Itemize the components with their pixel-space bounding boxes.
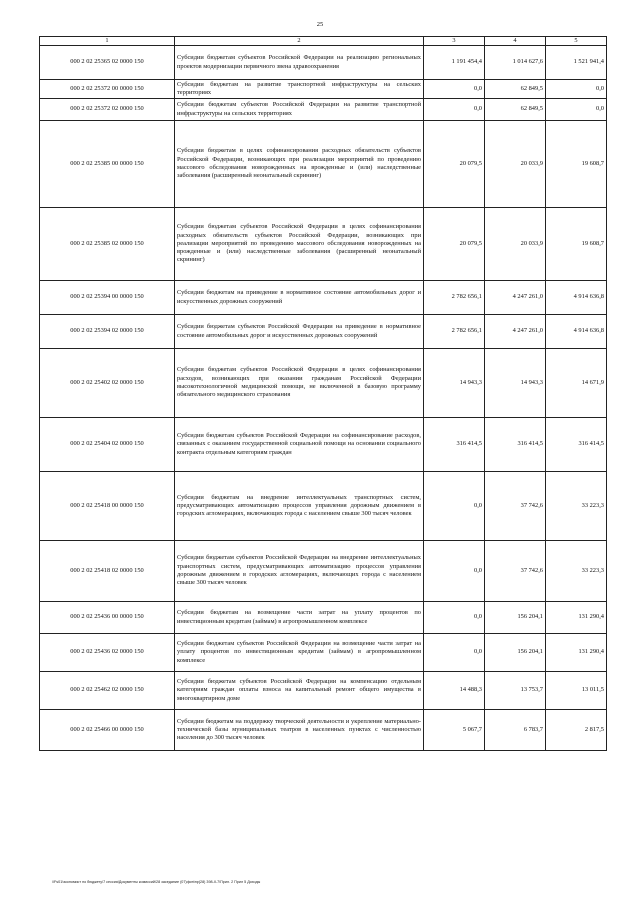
amount-col4-cell: 62 849,5 xyxy=(485,99,546,121)
revenue-name-cell: Субсидии бюджетам на возмещение части затрат на уплату процентов по инвестиционным кредитам (займам) в агропромышленном комплексе xyxy=(175,602,424,634)
budget-code-cell: 000 2 02 25394 02 0000 150 xyxy=(40,315,175,349)
revenue-name-cell: Субсидии бюджетам субъектов Российской Федерации на компенсацию отдельным категориям граждан оплаты взноса на капитальный ремонт общего имущества в многоквартирном доме xyxy=(175,672,424,710)
table-row xyxy=(40,710,607,751)
amount-col3-cell: 0,0 xyxy=(424,634,485,672)
table-row xyxy=(40,99,607,121)
revenue-name-cell: Субсидии бюджетам субъектов Российской Федерации в целях софинансирования расходов, возникающих при оказании гражданам Российской Федерации высокотехнологичной медицинской помощи, не включенной в базовую программу обязательного медицинского страхования xyxy=(175,349,424,418)
table-row xyxy=(40,80,607,99)
column-header: 2 xyxy=(175,37,424,46)
column-header: 1 xyxy=(40,37,175,46)
amount-col5-cell: 0,0 xyxy=(546,99,607,121)
amount-col3-cell: 2 782 656,1 xyxy=(424,315,485,349)
amount-col3-cell: 2 782 656,1 xyxy=(424,281,485,315)
amount-col3-cell: 0,0 xyxy=(424,541,485,602)
budget-revenue-table xyxy=(39,36,607,751)
amount-col3-cell: 1 191 454,4 xyxy=(424,46,485,80)
amount-col3-cell: 316 414,5 xyxy=(424,418,485,472)
revenue-name-cell: Субсидии бюджетам в целях софинансирования расходных обязательств субъектов Российской Федерации, возникающих при реализации мероприятий по проведению массового обследования новорожденных на врожденные и (или) наследственные заболевания (расширенный неонатальный скрининг) xyxy=(175,121,424,208)
table-row xyxy=(40,672,607,710)
amount-col3-cell: 0,0 xyxy=(424,472,485,541)
amount-col5-cell: 4 914 636,8 xyxy=(546,315,607,349)
budget-code-cell: 000 2 02 25418 00 0000 150 xyxy=(40,472,175,541)
amount-col3-cell: 0,0 xyxy=(424,602,485,634)
revenue-name-cell: Субсидии бюджетам субъектов Российской Федерации на софинансирование расходов, связанных с оказанием государственной социальной помощи на основании социального контракта отдельным категориям граждан xyxy=(175,418,424,472)
amount-col5-cell: 14 671,9 xyxy=(546,349,607,418)
column-header: 5 xyxy=(546,37,607,46)
budget-code-cell: 000 2 02 25466 00 0000 150 xyxy=(40,710,175,751)
budget-code-cell: 000 2 02 25418 02 0000 150 xyxy=(40,541,175,602)
table-row xyxy=(40,541,607,602)
amount-col3-cell: 14 943,3 xyxy=(424,349,485,418)
amount-col4-cell: 6 783,7 xyxy=(485,710,546,751)
amount-col4-cell: 156 204,1 xyxy=(485,602,546,634)
column-header: 4 xyxy=(485,37,546,46)
table-row xyxy=(40,634,607,672)
amount-col3-cell: 20 079,5 xyxy=(424,121,485,208)
amount-col5-cell: 316 414,5 xyxy=(546,418,607,472)
table-row xyxy=(40,121,607,208)
column-header: 3 xyxy=(424,37,485,46)
table-row xyxy=(40,46,607,80)
amount-col3-cell: 5 067,7 xyxy=(424,710,485,751)
amount-col5-cell: 2 817,5 xyxy=(546,710,607,751)
budget-code-cell: 000 2 02 25385 02 0000 150 xyxy=(40,208,175,281)
amount-col3-cell: 0,0 xyxy=(424,80,485,99)
file-path-footer: \\Fs01\экономист по бюджету\7 сессия\Документы комиссий\28 заседание (07)фин\пр(28) 398-II-7\Прил. 2 Прил 5 Доходы xyxy=(52,880,261,884)
amount-col5-cell: 13 011,5 xyxy=(546,672,607,710)
revenue-name-cell: Субсидии бюджетам на внедрение интеллектуальных транспортных систем, предусматривающих автоматизацию процессов управления дорожным движением в городских агломерациях, включающих города с населением свыше 300 тысяч человек xyxy=(175,472,424,541)
table-row xyxy=(40,418,607,472)
budget-code-cell: 000 2 02 25372 02 0000 150 xyxy=(40,99,175,121)
amount-col5-cell: 19 608,7 xyxy=(546,121,607,208)
amount-col4-cell: 37 742,6 xyxy=(485,472,546,541)
table-row xyxy=(40,208,607,281)
budget-code-cell: 000 2 02 25402 02 0000 150 xyxy=(40,349,175,418)
amount-col5-cell: 4 914 636,8 xyxy=(546,281,607,315)
table-row xyxy=(40,602,607,634)
amount-col5-cell: 131 290,4 xyxy=(546,602,607,634)
revenue-name-cell: Субсидии бюджетам субъектов Российской Федерации на реализацию региональных проектов модернизации первичного звена здравоохранения xyxy=(175,46,424,80)
amount-col4-cell: 4 247 261,0 xyxy=(485,281,546,315)
amount-col5-cell: 131 290,4 xyxy=(546,634,607,672)
amount-col4-cell: 1 014 627,6 xyxy=(485,46,546,80)
revenue-name-cell: Субсидии бюджетам на поддержку творческой деятельности и укрепление материально-технической базы муниципальных театров в населенных пунктах с численностью населения до 300 тысяч человек xyxy=(175,710,424,751)
amount-col4-cell: 4 247 261,0 xyxy=(485,315,546,349)
amount-col5-cell: 19 608,7 xyxy=(546,208,607,281)
budget-code-cell: 000 2 02 25404 02 0000 150 xyxy=(40,418,175,472)
budget-code-cell: 000 2 02 25372 00 0000 150 xyxy=(40,80,175,99)
revenue-name-cell: Субсидии бюджетам субъектов Российской Федерации на развитие транспортной инфраструктуры на сельских территориях xyxy=(175,99,424,121)
amount-col4-cell: 37 742,6 xyxy=(485,541,546,602)
revenue-name-cell: Субсидии бюджетам субъектов Российской Федерации на возмещение части затрат на уплату процентов по инвестиционным кредитам (займам) в агропромышленном комплексе xyxy=(175,634,424,672)
amount-col3-cell: 20 079,5 xyxy=(424,208,485,281)
revenue-name-cell: Субсидии бюджетам субъектов Российской Федерации на внедрение интеллектуальных транспортных систем, предусматривающих автоматизацию процессов управления дорожным движением в городских агломерациях, включающих города с населением свыше 300 тысяч человек xyxy=(175,541,424,602)
amount-col4-cell: 20 033,9 xyxy=(485,121,546,208)
revenue-name-cell: Субсидии бюджетам субъектов Российской Федерации на приведение в нормативное состояние автомобильных дорог и искусственных дорожных сооружений xyxy=(175,315,424,349)
table-row xyxy=(40,281,607,315)
amount-col4-cell: 62 849,5 xyxy=(485,80,546,99)
amount-col5-cell: 33 223,3 xyxy=(546,541,607,602)
budget-code-cell: 000 2 02 25462 02 0000 150 xyxy=(40,672,175,710)
revenue-name-cell: Субсидии бюджетам субъектов Российской Федерации в целях софинансирования расходных обязательств субъектов Российской Федерации, возникающих при реализации мероприятий по проведению массового обследования новорожденных на врожденные и (или) наследственные заболевания (расширенный неонатальный скрининг) xyxy=(175,208,424,281)
table-row xyxy=(40,349,607,418)
amount-col3-cell: 0,0 xyxy=(424,99,485,121)
budget-code-cell: 000 2 02 25385 00 0000 150 xyxy=(40,121,175,208)
table-row xyxy=(40,472,607,541)
revenue-name-cell: Субсидии бюджетам на развитие транспортной инфраструктуры на сельских территориях xyxy=(175,80,424,99)
budget-code-cell: 000 2 02 25436 00 0000 150 xyxy=(40,602,175,634)
amount-col5-cell: 0,0 xyxy=(546,80,607,99)
amount-col4-cell: 13 753,7 xyxy=(485,672,546,710)
amount-col4-cell: 316 414,5 xyxy=(485,418,546,472)
amount-col4-cell: 156 204,1 xyxy=(485,634,546,672)
page-number: 25 xyxy=(316,21,324,28)
amount-col3-cell: 14 488,3 xyxy=(424,672,485,710)
budget-code-cell: 000 2 02 25394 00 0000 150 xyxy=(40,281,175,315)
amount-col5-cell: 33 223,3 xyxy=(546,472,607,541)
budget-code-cell: 000 2 02 25365 02 0000 150 xyxy=(40,46,175,80)
amount-col4-cell: 14 943,3 xyxy=(485,349,546,418)
table-row xyxy=(40,315,607,349)
amount-col5-cell: 1 521 941,4 xyxy=(546,46,607,80)
amount-col4-cell: 20 033,9 xyxy=(485,208,546,281)
budget-code-cell: 000 2 02 25436 02 0000 150 xyxy=(40,634,175,672)
revenue-name-cell: Субсидии бюджетам на приведение в нормативное состояние автомобильных дорог и искусственных дорожных сооружений xyxy=(175,281,424,315)
table-header-row xyxy=(40,37,607,46)
